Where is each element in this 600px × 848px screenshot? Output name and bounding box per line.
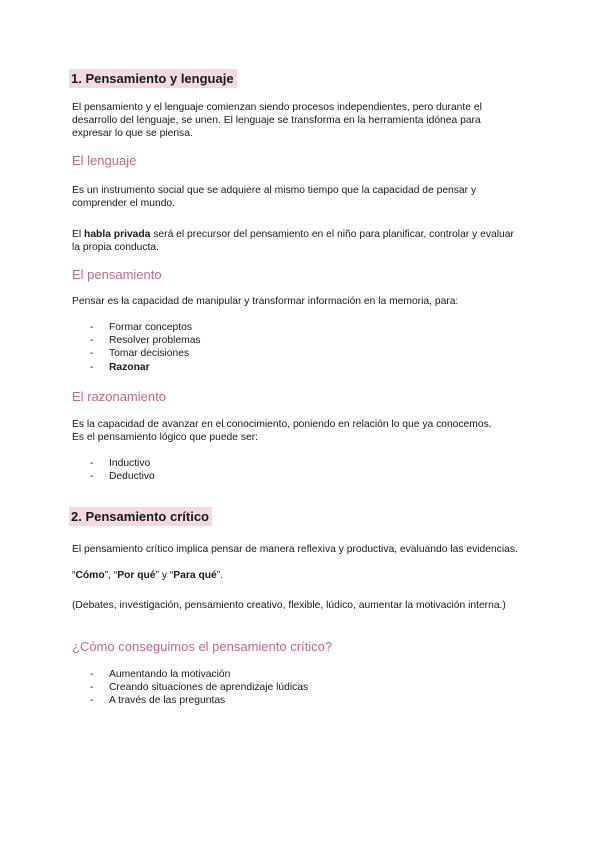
list-item-text: Formar conceptos [109, 322, 192, 333]
razonamiento-paragraph-2: Es el pensamiento lógico que puede ser: [72, 432, 259, 443]
critico-paragraph-1: El pensamiento crítico implica pensar de manera reflexiva y productiva, evaluando las evidencias. [72, 544, 518, 555]
list-item [72, 668, 308, 681]
pensamiento-list [72, 321, 201, 374]
quote-separator: ”, “ [104, 570, 118, 581]
quote-separator: ” y “ [155, 570, 174, 581]
list-dash: - [90, 348, 94, 360]
lenguaje-p2-post: será el precursor del pensamiento en el niño para planificar, controlar y evaluar la propia conducta. [72, 229, 514, 253]
list-item-text: Deductivo [109, 471, 155, 483]
list-item [72, 681, 308, 694]
razonamiento-paragraph-1: Es la capacidad de avanzar en el conocimiento, poniendo en relación lo que ya conocemos. [72, 419, 492, 430]
list-dash: - [90, 669, 94, 680]
quote-end: ”. [216, 570, 224, 581]
lenguaje-paragraph-1: Es un instrumento social que se adquiere al mismo tiempo que la capacidad de pensar y comprender el mundo. [72, 185, 477, 209]
list-dash: - [90, 682, 94, 694]
list-item [72, 334, 201, 347]
pensamiento-paragraph: Pensar es la capacidad de manipular y transformar información en la memoria, para: [72, 296, 459, 307]
razonamiento-heading: El razonamiento [72, 389, 166, 404]
lenguaje-heading: El lenguaje [72, 153, 137, 168]
list-item-text: A través de las preguntas [109, 695, 226, 707]
list-item [72, 457, 155, 470]
list-item [72, 694, 308, 707]
como-conseguimos-heading: ¿Cómo conseguimos el pensamiento crítico? [72, 639, 333, 654]
list-item-text: Razonar [109, 361, 150, 373]
quote-mark: “ [72, 570, 76, 581]
question-como: Cómo [75, 570, 105, 581]
list-item-text: Creando situaciones de aprendizaje lúdicas [109, 682, 309, 694]
section-1-intro: El pensamiento y el lenguaje comienzan siendo procesos independientes, pero durante el desarrollo del lenguaje, se unen. El lenguaje se transforma en la herramienta idónea para expresar lo que se piensa. [72, 102, 482, 139]
list-item [72, 347, 201, 360]
pensamiento-heading: El pensamiento [72, 267, 162, 282]
question-por-que: Por qué [117, 570, 156, 581]
list-item [72, 321, 201, 334]
list-item [72, 361, 201, 374]
como-conseguimos-list [72, 668, 308, 708]
question-para-que: Para qué [173, 570, 217, 581]
list-item-text: Aumentando la motivación [109, 669, 231, 680]
list-item [72, 470, 155, 483]
list-dash: - [90, 361, 94, 373]
lenguaje-p2-pre: El [72, 229, 85, 240]
critico-questions [72, 569, 522, 582]
critico-paragraph-2: (Debates, investigación, pensamiento creativo, flexible, lúdico, aumentar la motivación interna.) [72, 600, 506, 611]
razonamiento-list [72, 457, 155, 483]
list-dash: - [90, 322, 94, 333]
lenguaje-paragraph-2 [72, 228, 522, 254]
list-dash: - [90, 695, 94, 707]
list-dash: - [90, 335, 94, 347]
section-1-heading: 1. Pensamiento y lenguaje [69, 69, 237, 88]
list-dash: - [90, 471, 94, 483]
section-2-heading: 2. Pensamiento crítico [69, 507, 212, 526]
list-item-text: Resolver problemas [109, 335, 201, 347]
habla-privada-term: habla privada [84, 229, 151, 240]
list-item-text: Tomar decisiones [109, 348, 190, 360]
list-item-text: Inductivo [109, 458, 151, 469]
list-dash: - [90, 458, 94, 469]
